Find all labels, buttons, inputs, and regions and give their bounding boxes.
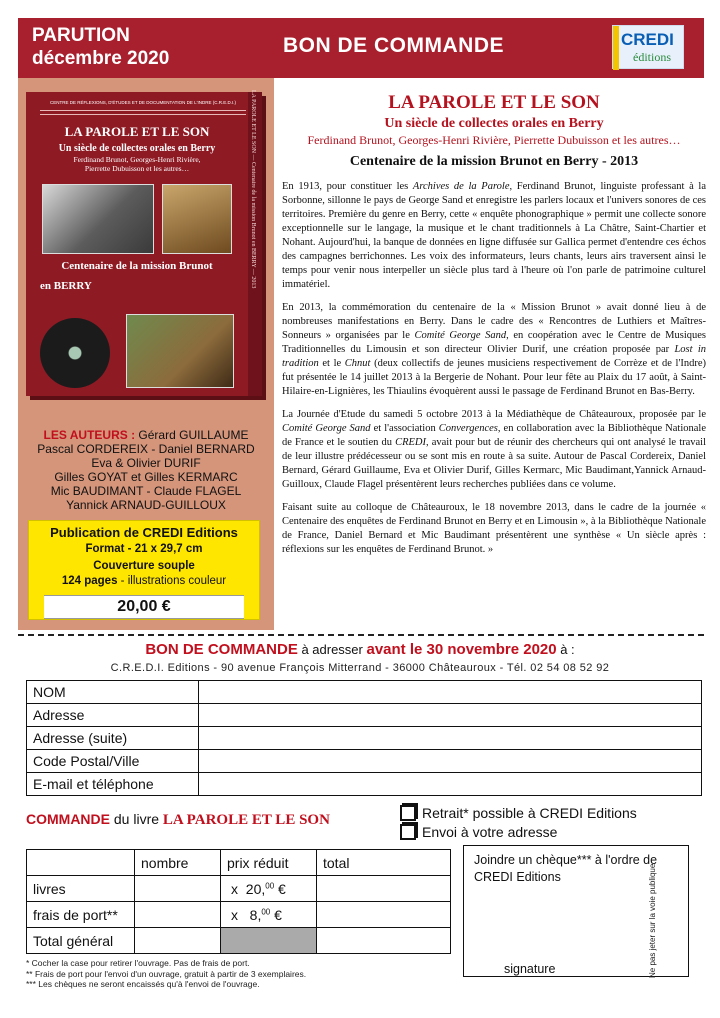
paragraph: En 2013, la commémoration du centenaire de la « Mission Brunot » avait donné lieu à de nombreuses manifestations en Berry. Dans le cadre des « Rencontres de Luthiers et Maîtres-Sonneurs » organisées par le Comité George Sand, en coopération avec le Centre de Musiques Traditionnelles du Limousin et son directeur Olivier Durif, une création proposée par Lost in tradition et le Chnut (deux collectifs de jeunes musiciens respectivement de Corrèze et de l'Indre) fut présentée le 14 juillet 2013 à la Bergerie de Nohant. Pour leur fête au Plaix du 17 août, à Saint-Hilaire-en-Lignières, les Thiaulins évoquèrent aussi le passage de Ferdinand Brunot en Bas-Berry. — [282, 302, 707, 397]
table-row — [27, 681, 702, 704]
order-deadline: avant le 30 novembre 2020 — [366, 641, 557, 658]
field-label: NOM — [27, 681, 199, 704]
book-institution: CENTRE DE RÉFLEXIONS, D'ÉTUDES ET DE DOCUMENTATION DE L'INDRE (C.R.E.D.I.) — [50, 100, 236, 105]
table-header-row — [27, 850, 451, 876]
author: Mic BAUDIMANT - Claude FLAGEL — [50, 484, 242, 498]
shipping-quantity-field[interactable] — [135, 902, 221, 928]
publication-cover: Couverture souple — [93, 560, 195, 572]
pickup-checkbox[interactable] — [400, 805, 416, 821]
books-total-field[interactable] — [317, 876, 451, 902]
row-label: Total général — [27, 928, 135, 954]
customer-info-table — [26, 680, 702, 796]
field-label: Code Postal/Ville — [27, 750, 199, 773]
table-row — [27, 876, 451, 902]
book-centenaire: Centenaire de la mission Brunot — [61, 260, 213, 272]
paragraph: En 1913, pour constituer les Archives de la Parole, Ferdinand Brunot, linguiste professant à la Sorbonne, sillonne le pays de George Sand et enregistre les parlers locaux et l'univers sonores de ces territoires. Première du genre en Berry, cette « enquête phonographique » permit une collecte sonore exceptionnelle sur le langage, la musique et le chant traditionnels à La Châtre, Saint-Chartier et Nohant. Aujourd'hui, la banque de données en ligne diffusée sur Gallica permet d'entendre ces échos des campagnes berrichonnes. Les voix des informateurs, leurs chants, leurs airs traversent ainsi le temps pour venir nous interpeller un siècle plus tard à l'heure où l'on parle de patrimoine culturel immatériel. — [282, 181, 706, 290]
paragraph: La Journée d'Etude du samedi 5 octobre 2013 à la Médiathèque de Châteauroux, proposée par le Comité George Sand et l'association Convergences, en collaboration avec la Bibliothèque Nationale de France et le soutien du CREDI, avait pour but de réunir des chercheurs qui ont analysé le travail de leur illustre prédécesseur ou se sont mis en route à sa suite. Autour de Pascal Cordereix, Daniel Bernard, Gérard Guillaume, Eva et Olivier Durif, Gilles Kermarc, Mic Baudimant,Yannick Arnaud-Guilloux, Claude Flagel présentèrent leurs recherches publiées dans ce volume. — [282, 409, 707, 490]
authors-list — [18, 428, 274, 512]
grand-total-quantity-field[interactable] — [135, 928, 221, 954]
address-field[interactable] — [199, 704, 702, 727]
article-title: LA PAROLE ET LE SON — [388, 92, 600, 113]
pages-count: 124 pages — [61, 575, 118, 587]
commande-du-livre: du livre — [110, 811, 163, 827]
book-title: LA PAROLE ET LE SON — [64, 124, 210, 139]
header-banner — [18, 18, 704, 78]
article-authors: Ferdinand Brunot, Georges-Henri Rivière, Pierrette Dubuisson et les autres… — [307, 133, 681, 147]
publication-box — [28, 520, 260, 620]
parution-line2: décembre 2020 — [32, 48, 170, 69]
pickup-option — [400, 805, 637, 821]
order-address: C.R.E.D.I. Editions - 90 avenue François Mitterrand - 36000 Châteauroux - Tél. 02 54 08 52 92 — [110, 662, 610, 674]
book-cover — [26, 92, 262, 396]
publication-format: Format - 21 x 29,7 cm — [85, 543, 203, 555]
unit-price: x 20,00 € — [221, 876, 317, 902]
row-label: livres — [27, 876, 135, 902]
field-label: Adresse — [27, 704, 199, 727]
order-colon: à : — [556, 642, 575, 657]
order-heading — [0, 641, 720, 658]
field-label: E-mail et téléphone — [27, 773, 199, 796]
column-header: prix réduit — [221, 850, 317, 876]
commande-book: LA PAROLE ET LE SON — [162, 812, 330, 828]
logo-bar — [613, 26, 619, 70]
divider — [40, 110, 246, 111]
unit-price: x 8,00 € — [221, 902, 317, 928]
book-authors-line1: Ferdinand Brunot, Georges-Henri Rivière, — [73, 155, 201, 164]
vertical-notice: Ne pas jeter sur la voie publique — [648, 863, 657, 978]
price-label: 20,00 € — [44, 595, 244, 619]
phonograph-photo — [162, 184, 232, 254]
pickup-label: Retrait* possible à CREDI Editions — [422, 805, 637, 821]
book-berry: en BERRY — [40, 280, 92, 292]
cut-line — [18, 634, 704, 636]
grand-total-field[interactable] — [317, 928, 451, 954]
book-subtitle: Un siècle de collectes orales en Berry — [58, 143, 216, 154]
delivery-label: Envoi à votre adresse — [422, 824, 558, 840]
table-row — [27, 704, 702, 727]
shipping-total-field[interactable] — [317, 902, 451, 928]
divider — [40, 114, 246, 115]
price-table — [26, 849, 451, 954]
credi-logo — [612, 25, 684, 69]
table-row — [27, 727, 702, 750]
book-authors — [26, 155, 248, 173]
email-phone-field[interactable] — [199, 773, 702, 796]
field-label: Adresse (suite) — [27, 727, 199, 750]
pages-desc: - illustrations couleur — [117, 575, 227, 587]
table-row — [27, 902, 451, 928]
delivery-option — [400, 824, 557, 840]
footnote: ** Frais de port pour l'envoi d'un ouvrage, gratuit à partir de 3 exemplaires. — [26, 968, 307, 979]
commande-word: COMMANDE — [26, 811, 110, 827]
cheque-instruction: Joindre un chèque*** à l'ordre de CREDI Editions — [474, 853, 658, 884]
column-header — [27, 850, 135, 876]
book-spine-text: LA PAROLE ET LE SON — Centenaire de la mission Brunot en BERRY — 2013 — [250, 90, 256, 289]
parution-label — [32, 24, 169, 70]
column-header: nombre — [135, 850, 221, 876]
postal-city-field[interactable] — [199, 750, 702, 773]
signature-label: signature — [504, 962, 556, 976]
article-centenaire: Centenaire de la mission Brunot en Berry - 2013 — [349, 154, 639, 169]
order-adresser: à adresser — [297, 642, 367, 657]
parution-line1: PARUTION — [32, 25, 130, 46]
archive-photo-musicians — [42, 184, 154, 254]
authors-heading: LES AUTEURS : — [43, 428, 136, 442]
author: Yannick ARNAUD-GUILLOUX — [66, 498, 226, 512]
article — [282, 92, 706, 566]
footnote: * Cocher la case pour retirer l'ouvrage. Pas de frais de port. — [26, 958, 250, 968]
article-subtitle: Un siècle de collectes orales en Berry — [384, 116, 604, 131]
commande-label — [26, 811, 330, 829]
footnotes — [26, 958, 306, 990]
author: Gérard GUILLAUME — [138, 428, 249, 442]
footnote: *** Les chèques ne seront encaissés qu'à l'envoi de l'ouvrage. — [26, 979, 260, 989]
author: Pascal CORDEREIX - Daniel BERNARD — [37, 442, 255, 456]
name-field[interactable] — [199, 681, 702, 704]
books-quantity-field[interactable] — [135, 876, 221, 902]
logo-subtext: éditions — [633, 50, 671, 64]
address2-field[interactable] — [199, 727, 702, 750]
author: Eva & Olivier DURIF — [91, 456, 201, 470]
delivery-checkbox[interactable] — [400, 824, 416, 840]
page-title: BON DE COMMANDE — [283, 34, 504, 57]
villagers-photo — [126, 314, 234, 388]
row-label: frais de port** — [27, 902, 135, 928]
publication-pages — [29, 574, 259, 589]
table-row — [27, 750, 702, 773]
table-row — [27, 773, 702, 796]
paragraph: Faisant suite au colloque de Châteauroux, le 18 novembre 2013, dans le cadre de la journée « Centenaire des enquêtes de Ferdinand Brunot en Berry et en Limousin », à la Bibliothèque Nationale de France, Daniel Bernard et Mic Baudimant présentèrent une synthèse « Un siècle après : réflexions sur les enquêtes de Ferdinand Brunot. » — [282, 502, 706, 555]
greyed-cell — [221, 928, 317, 954]
book-authors-line2: Pierrette Dubuisson et les autres… — [84, 164, 190, 173]
author: Gilles GOYAT et Gilles KERMARC — [54, 470, 238, 484]
article-body — [282, 180, 706, 557]
record-disc-icon — [40, 318, 110, 388]
logo-text: CREDI — [621, 30, 674, 49]
table-row — [27, 928, 451, 954]
order-bdc: BON DE COMMANDE — [145, 641, 298, 658]
column-header: total — [317, 850, 451, 876]
publication-title: Publication de CREDI Editions — [50, 525, 238, 540]
